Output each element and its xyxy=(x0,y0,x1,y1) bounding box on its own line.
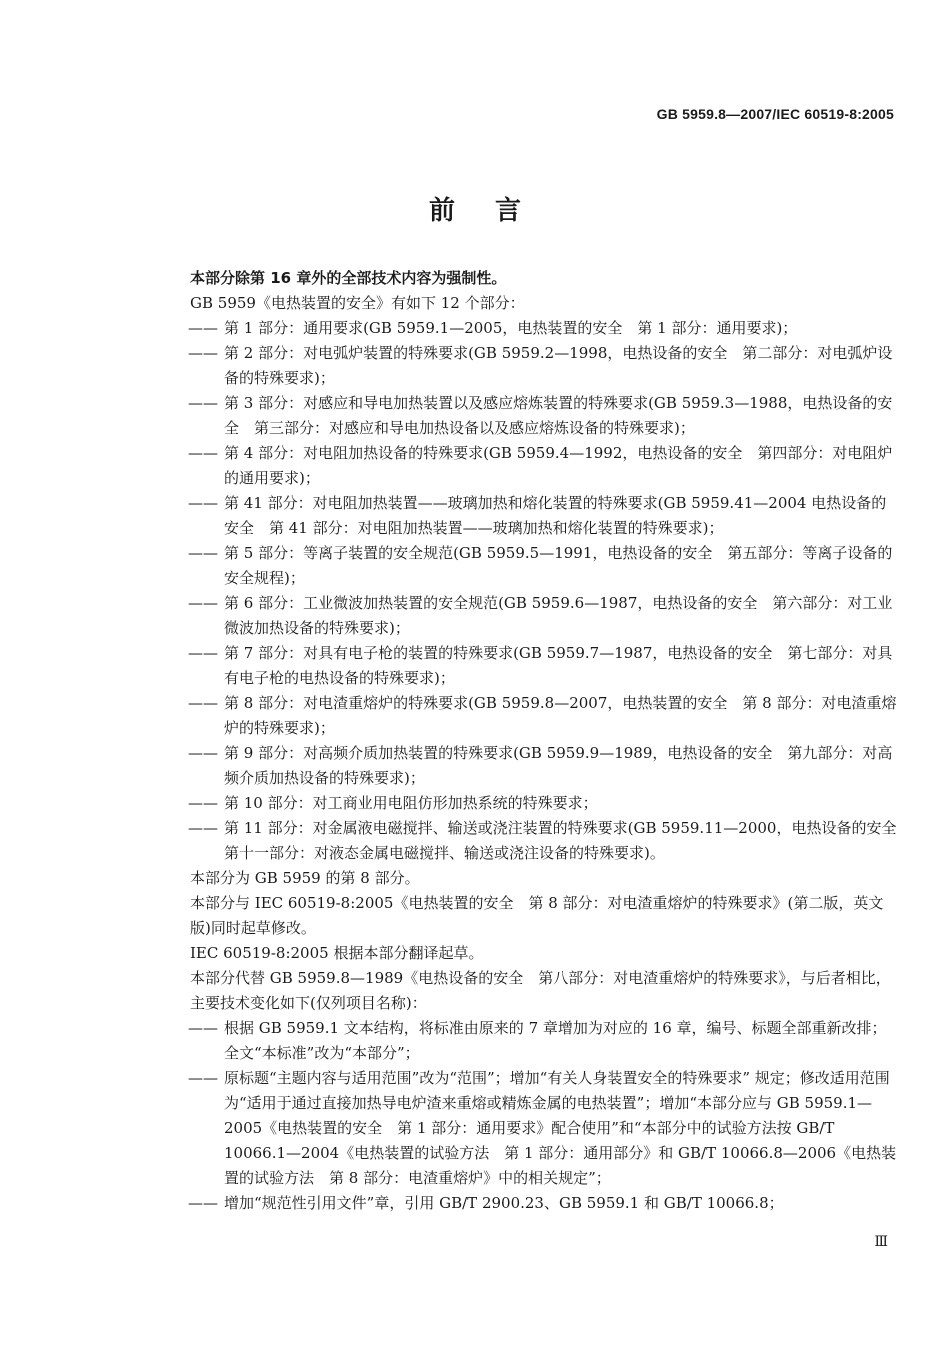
dash-mark: —— xyxy=(188,594,218,612)
list-item xyxy=(188,1066,900,1191)
dash-mark: —— xyxy=(188,1069,218,1087)
list-item xyxy=(188,491,900,541)
changes-list xyxy=(190,1016,902,1216)
part-text: 第 7 部分：对具有电子枪的装置的特殊要求(GB 5959.7—1987，电热设备的安全 第七部分：对具有电子枪的电热设备的特殊要求)； xyxy=(224,644,893,687)
list-item xyxy=(188,791,900,816)
part-text: 第 6 部分：工业微波加热装置的安全规范(GB 5959.6—1987，电热设备的安全 第六部分：对工业微波加热设备的特殊要求)； xyxy=(224,594,893,637)
list-item xyxy=(188,691,900,741)
dash-mark: —— xyxy=(188,644,218,662)
parts-intro: GB 5959《电热装置的安全》有如下 12 个部分： xyxy=(190,294,525,312)
dash-mark: —— xyxy=(188,1019,218,1037)
list-item xyxy=(188,816,912,866)
dash-mark: —— xyxy=(188,319,218,337)
part-text: 第 2 部分：对电弧炉装置的特殊要求(GB 5959.2—1998，电热设备的安全 第二部分：对电弧炉设备的特殊要求)； xyxy=(224,344,893,387)
list-item xyxy=(188,641,900,691)
part-text: 第 3 部分：对感应和导电加热装置以及感应熔炼装置的特殊要求(GB 5959.3—1988，电热设备的安全 第三部分：对感应和导电加热设备以及感应熔炼设备的特殊要求)； xyxy=(224,394,893,437)
standard-code: GB 5959.8—2007/IEC 60519-8:2005 xyxy=(656,106,894,122)
part-text: 第 5 部分：等离子装置的安全规范(GB 5959.5—1991，电热设备的安全 第五部分：等离子设备的安全规程)； xyxy=(224,544,893,587)
list-item xyxy=(188,341,900,391)
list-item xyxy=(188,391,900,441)
part-text: 第 10 部分：对工商业用电阻仿形加热系统的特殊要求； xyxy=(224,794,598,812)
drafted-paragraph: 本部分与 IEC 60519-8:2005《电热装置的安全 第 8 部分：对电渣重熔炉的特殊要求》(第二版，英文版)同时起草修改。 xyxy=(190,894,884,937)
dash-mark: —— xyxy=(188,494,218,512)
translation-paragraph: IEC 60519-8:2005 根据本部分翻译起草。 xyxy=(190,944,484,962)
list-item xyxy=(188,1016,900,1066)
list-item xyxy=(188,741,900,791)
part-text: 第 1 部分：通用要求(GB 5959.1—2005，电热装置的安全 第 1 部分：通用要求)； xyxy=(224,319,798,337)
parts-list xyxy=(188,316,912,866)
change-text: 增加“规范性引用文件”章，引用 GB/T 2900.23、GB 5959.1 和 GB/T 10066.8； xyxy=(224,1194,784,1212)
dash-mark: —— xyxy=(188,694,218,712)
replaces-paragraph: 本部分代替 GB 5959.8—1989《电热设备的安全 第八部分：对电渣重熔炉的特殊要求》，与后者相比，主要技术变化如下(仅列项目名称)： xyxy=(190,969,891,1012)
change-text: 原标题“主题内容与适用范围”改为“范围”；增加“有关人身装置安全的特殊要求” 规定；修改适用范围为“适用于通过直接加热导电炉渣来重熔或精炼金属的电热装置”；增加“本部分应与 GB 5959.1—2005《电热装置的安全 第 1 部分：通用要求》配合使用”和“本部分中的试验方法按 GB/T 10066.1—2004《电热装置的试验方法 第 1 部分：通用部分》和 GB/T 10066.8—2006《电热装置的试验方法 第 8 部分：电渣重熔炉》中的相关规定”； xyxy=(224,1069,897,1187)
list-item xyxy=(188,441,900,491)
part-text: 第 41 部分：对电阻加热装置——玻璃加热和熔化装置的特殊要求(GB 5959.41—2004 电热设备的安全 第 41 部分：对电阻加热装置——玻璃加热和熔化装置的特殊要求)； xyxy=(224,494,887,537)
dash-mark: —— xyxy=(188,819,218,837)
part-text: 第 8 部分：对电渣重熔炉的特殊要求(GB 5959.8—2007，电热装置的安全 第 8 部分：对电渣重熔炉的特殊要求)； xyxy=(224,694,897,737)
dash-mark: —— xyxy=(188,444,218,462)
dash-mark: —— xyxy=(188,1194,218,1212)
dash-mark: —— xyxy=(188,744,218,762)
page-title: 前言 xyxy=(428,196,561,226)
list-item xyxy=(188,541,900,591)
foreword-body xyxy=(188,266,912,1216)
dash-mark: —— xyxy=(188,344,218,362)
list-item xyxy=(188,1191,900,1216)
part-text: 第 11 部分：对金属液电磁搅拌、输送或浇注装置的特殊要求(GB 5959.11—2000，电热设备的安全 第十一部分：对液态金属电磁搅拌、输送或浇注设备的特殊要求)。 xyxy=(224,819,912,862)
dash-mark: —— xyxy=(188,794,218,812)
dash-mark: —— xyxy=(188,394,218,412)
part-text: 第 4 部分：对电阻加热设备的特殊要求(GB 5959.4—1992，电热设备的安全 第四部分：对电阻炉的通用要求)； xyxy=(224,444,893,487)
part-text: 第 9 部分：对高频介质加热装置的特殊要求(GB 5959.9—1989，电热设备的安全 第九部分：对高频介质加热设备的特殊要求)； xyxy=(224,744,893,787)
mandatory-note: 本部分除第 16 章外的全部技术内容为强制性。 xyxy=(190,269,507,287)
dash-mark: —— xyxy=(188,544,218,562)
list-item xyxy=(188,591,900,641)
change-text: 根据 GB 5959.1 文本结构，将标准由原来的 7 章增加为对应的 16 章，编号、标题全部重新改排；全文“本标准”改为“本部分”； xyxy=(224,1019,887,1062)
page-number: Ⅲ xyxy=(874,1234,888,1250)
list-item xyxy=(188,316,900,341)
part-of-paragraph: 本部分为 GB 5959 的第 8 部分。 xyxy=(190,869,420,887)
